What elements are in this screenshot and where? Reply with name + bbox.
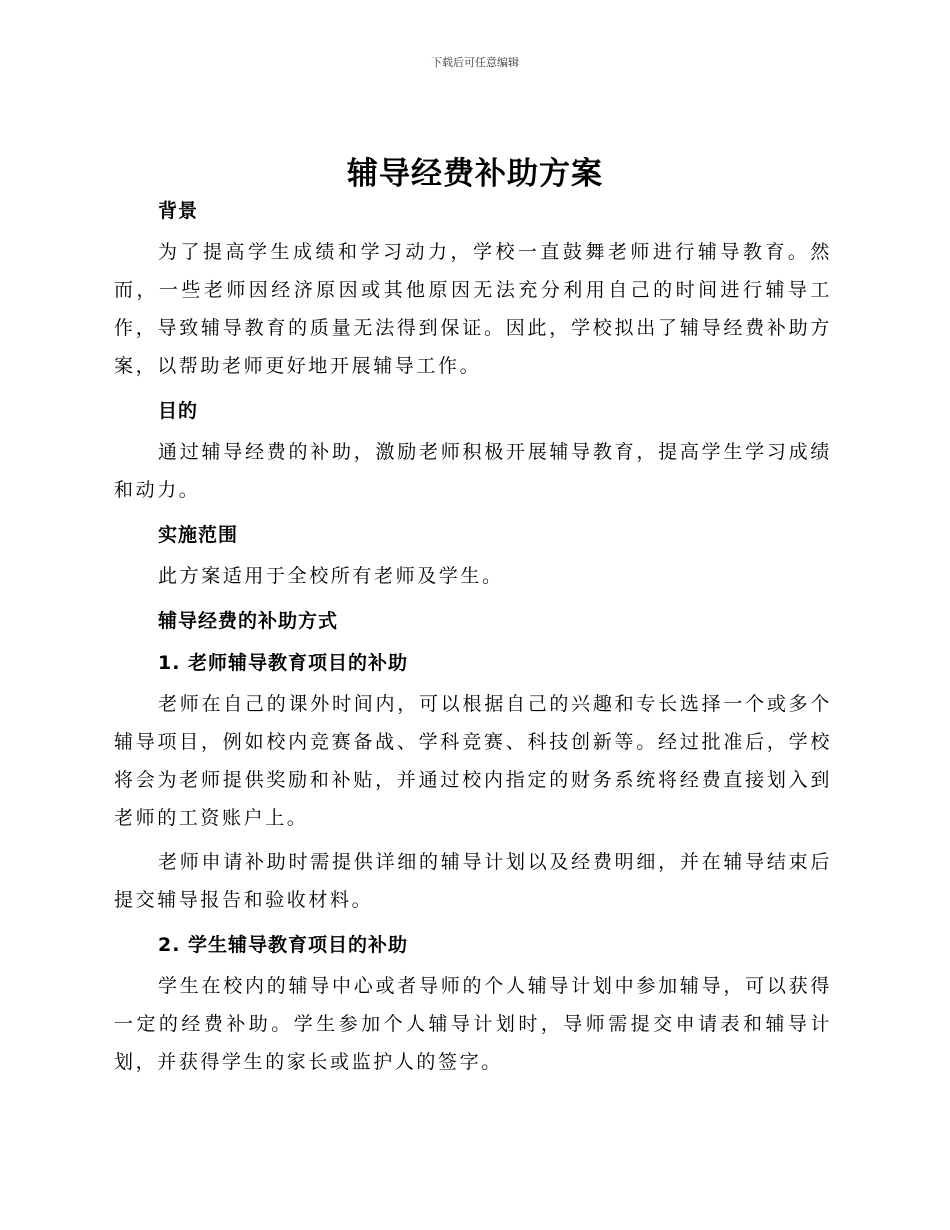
section-heading-scope: 实施范围 xyxy=(158,524,239,546)
document-title: 辅导经费补助方案 xyxy=(347,156,603,192)
subsection-heading-student: 2. 学生辅导教育项目的补助 xyxy=(158,934,409,956)
document-body xyxy=(114,195,832,1081)
section-heading-methods: 辅导经费的补助方式 xyxy=(158,610,339,632)
paragraph-purpose: 通过辅导经费的补助，激励老师积极开展辅导教育，提高学生学习成绩和动力。 xyxy=(114,441,832,501)
section-heading-background: 背景 xyxy=(158,200,199,222)
paragraph-teacher-1: 老师在自己的课外时间内，可以根据自己的兴趣和专长选择一个或多个辅导项目，例如校内竞赛备战、学科竞赛、科技创新等。经过批准后，学校将会为老师提供奖励和补贴，并通过校内指定的财务系统将经费直接划入到老师的工资账户上。 xyxy=(114,693,832,829)
paragraph-student-1: 学生在校内的辅导中心或者导师的个人辅导计划中参加辅导，可以获得一定的经费补助。学生参加个人辅导计划时，导师需提交申请表和辅导计划，并获得学生的家长或监护人的签字。 xyxy=(114,975,832,1073)
header-note: 下载后可任意编辑 xyxy=(431,56,519,69)
section-heading-purpose: 目的 xyxy=(158,400,199,422)
paragraph-scope: 此方案适用于全校所有老师及学生。 xyxy=(158,565,504,587)
paragraph-teacher-2: 老师申请补助时需提供详细的辅导计划以及经费明细，并在辅导结束后提交辅导报告和验收材料。 xyxy=(114,851,832,911)
paragraph-background: 为了提高学生成绩和学习动力，学校一直鼓舞老师进行辅导教育。然而，一些老师因经济原因或其他原因无法充分利用自己的时间进行辅导工作，导致辅导教育的质量无法得到保证。因此，学校拟出了辅导经费补助方案，以帮助老师更好地开展辅导工作。 xyxy=(114,241,832,377)
subsection-heading-teacher: 1. 老师辅导教育项目的补助 xyxy=(158,652,409,674)
